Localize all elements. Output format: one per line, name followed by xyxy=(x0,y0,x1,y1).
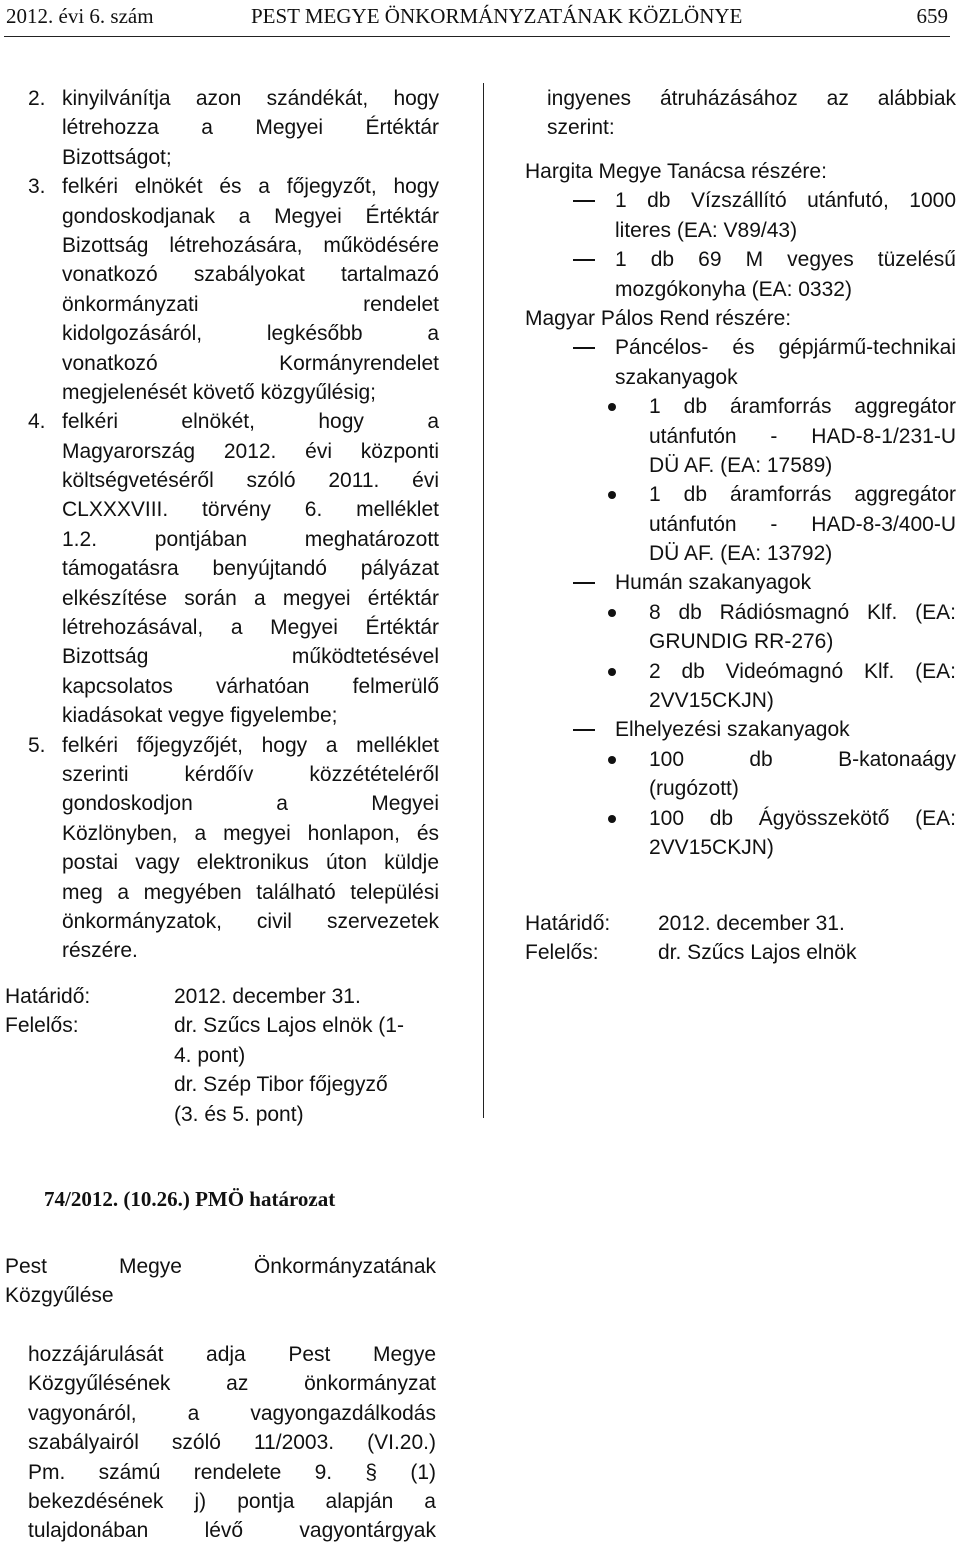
item-line: 1.2. pontjában meghatározott xyxy=(62,527,439,551)
bullet-marker xyxy=(608,756,616,764)
decision-resolution xyxy=(28,1340,436,1546)
bullet-list-item xyxy=(525,657,956,716)
item-line: önkormányzatok, civil szervezetek xyxy=(62,909,439,933)
item-line: Bizottság létrehozására, működésére xyxy=(62,233,439,257)
dash-marker xyxy=(573,729,595,731)
item-line: Páncélos- és gépjármű-technikai xyxy=(615,336,956,360)
item-line: 2VV15CKJN) xyxy=(649,689,774,713)
item-line: postai vagy elektronikus úton küldje xyxy=(62,851,439,875)
item-line: mozgókonyha (EA: 0332) xyxy=(615,277,852,301)
dash-marker xyxy=(573,200,595,202)
item-line: felkéri elnökét, hogy a xyxy=(62,410,439,434)
deadline-label: Határidő: xyxy=(525,912,611,935)
responsible-row xyxy=(5,1100,465,1129)
item-number: 4. xyxy=(28,410,46,434)
deadline-row xyxy=(5,982,465,1011)
item-line: Bizottság működtetésével xyxy=(62,645,439,669)
item-line: felkéri elnökét és a főjegyzőt, hogy xyxy=(62,175,439,199)
deadline-value: 2012. december 31. xyxy=(658,912,845,935)
deadline-value: 2012. december 31. xyxy=(174,985,361,1008)
bullet-list-item xyxy=(525,598,956,657)
item-line: 2VV15CKJN) xyxy=(649,835,774,859)
item-line: CLXXXVIII. törvény 6. melléklet xyxy=(62,498,439,522)
bullet-marker xyxy=(608,815,616,823)
dash-marker xyxy=(573,582,595,584)
bullet-marker xyxy=(608,609,616,617)
bullet-list-item xyxy=(525,745,956,804)
bullet-list-item xyxy=(525,392,956,480)
item-line: (rugózott) xyxy=(649,777,739,801)
item-line: kiadásokat vegye figyelembe; xyxy=(62,704,338,728)
resolution-line: Pm. számú rendelete 9. § (1) xyxy=(28,1460,436,1484)
responsible-label: Felelős: xyxy=(5,1014,79,1038)
item-line: DÜ AF. (EA: 13792) xyxy=(649,542,833,566)
dash-list-item xyxy=(525,715,956,744)
item-line: utánfutón - HAD-8-3/400-U xyxy=(649,512,956,536)
item-line: megjelenését követő közgyűlésig; xyxy=(62,380,377,404)
item-line: literes (EA: V89/43) xyxy=(615,218,798,242)
responsible-row xyxy=(525,938,956,967)
list-item-3 xyxy=(28,172,439,407)
item-line: GRUNDIG RR-276) xyxy=(649,630,834,654)
decision-issuer xyxy=(5,1252,436,1311)
item-line: Közlönyben, a megyei honlapon, és xyxy=(62,821,439,845)
header-rule xyxy=(4,36,950,37)
item-line: utánfutón - HAD-8-1/231-U xyxy=(649,424,956,448)
item-line: létrehozásával, a Megyei Értéktár xyxy=(62,616,439,640)
item-line: vonatkozó szabályokat tartalmazó xyxy=(62,263,439,287)
item-line: kapcsolatos várhatóan felmerülő xyxy=(62,674,439,698)
deadline-label: Határidő: xyxy=(5,985,91,1008)
item-line: 100 db B-katonaágy xyxy=(649,747,956,771)
dash-list-item xyxy=(525,245,956,304)
dash-marker xyxy=(573,347,595,349)
responsible-value: dr. Szűcs Lajos elnök xyxy=(658,941,857,965)
intro-line: szerint: xyxy=(547,116,615,140)
item-line: 1 db áramforrás aggregátor xyxy=(649,395,956,419)
recipient-heading: Hargita Megye Tanácsa részére: xyxy=(525,160,827,183)
item-line: 2 db Videómagnó Klf. (EA: xyxy=(649,659,956,683)
bullet-list-item xyxy=(525,480,956,568)
item-line: költségvetéséről szóló 2011. évi xyxy=(62,469,439,493)
bullet-marker xyxy=(608,403,616,411)
responsible-line: (3. és 5. pont) xyxy=(174,1102,304,1126)
list-item-5 xyxy=(28,731,439,966)
item-line: Elhelyezési szakanyagok xyxy=(615,718,850,742)
right-deadline-block xyxy=(525,909,956,968)
deadline-row xyxy=(525,909,956,938)
bullet-marker xyxy=(608,491,616,499)
responsible-row xyxy=(5,1070,465,1099)
item-line: 100 db Ágyösszekötő (EA: xyxy=(649,806,956,830)
right-intro xyxy=(547,84,956,143)
column-divider xyxy=(483,83,484,1118)
dash-list-item xyxy=(525,186,956,245)
item-line: szakanyagok xyxy=(615,365,738,389)
item-line: gondoskodjanak a Megyei Értéktár xyxy=(62,204,439,228)
publication-title: PEST MEGYE ÖNKORMÁNYZATÁNAK KÖZLÖNYE xyxy=(251,4,743,28)
item-number: 3. xyxy=(28,175,46,199)
issuer-line: Pest Megye Önkormányzatának xyxy=(5,1255,436,1278)
item-line: részére. xyxy=(62,939,138,963)
dash-marker xyxy=(573,259,595,261)
item-line: kinyilvánítja azon szándékát, hogy xyxy=(62,87,439,110)
item-line: 8 db Rádiósmagnó Klf. (EA: xyxy=(649,600,956,624)
responsible-label: Felelős: xyxy=(525,941,599,965)
left-numbered-list xyxy=(28,84,439,966)
item-line: önkormányzati rendelet xyxy=(62,292,439,316)
item-line: 1 db áramforrás aggregátor xyxy=(649,483,956,507)
recipient-heading: Magyar Pálos Rend részére: xyxy=(525,306,792,330)
item-line: kidolgozásáról, legkésőbb a xyxy=(62,322,439,346)
item-line: gondoskodjon a Megyei xyxy=(62,792,439,816)
item-line: 1 db Vízszállító utánfutó, 1000 xyxy=(615,189,956,213)
resolution-line: tulajdonában lévő vagyontárgyak xyxy=(28,1519,436,1543)
item-line: meg a megyében található települési xyxy=(62,880,439,904)
bullet-list-item xyxy=(525,804,956,863)
item-line: felkéri főjegyzőjét, hogy a melléklet xyxy=(62,733,439,757)
item-line: Humán szakanyagok xyxy=(615,571,812,595)
item-line: szerinti kérdőív közzétételéről xyxy=(62,762,439,786)
resolution-line: szabályairól szóló 11/2003. (VI.20.) xyxy=(28,1431,436,1455)
item-number: 5. xyxy=(28,733,46,757)
responsible-line: dr. Szűcs Lajos elnök (1- xyxy=(174,1014,404,1038)
list-item-4 xyxy=(28,407,439,730)
item-line: támogatásra benyújtandó pályázat xyxy=(62,557,439,581)
resolution-line: Közgyűlésének az önkormányzat xyxy=(28,1372,436,1396)
item-line: DÜ AF. (EA: 17589) xyxy=(649,453,833,477)
left-deadline-block xyxy=(5,982,465,1129)
item-line: Bizottságot; xyxy=(62,145,172,169)
item-line: vonatkozó Kormányrendelet xyxy=(62,351,439,375)
resolution-line: vagyonáról, a vagyongazdálkodás xyxy=(28,1401,436,1425)
dash-list-item xyxy=(525,333,956,392)
item-line: elkészítése során a megyei értéktár xyxy=(62,586,439,610)
item-line: 1 db 69 M vegyes tüzelésű xyxy=(615,248,956,272)
responsible-row xyxy=(5,1011,465,1040)
responsible-line: 4. pont) xyxy=(174,1043,246,1067)
item-line: Magyarország 2012. évi központi xyxy=(62,439,439,463)
dash-list-item xyxy=(525,568,956,597)
page-number: 659 xyxy=(916,4,948,28)
item-number: 2. xyxy=(28,87,46,110)
item-line: létrehozza a Megyei Értéktár xyxy=(62,116,439,140)
resolution-line: bekezdésének j) pontja alapján a xyxy=(28,1489,436,1513)
bullet-marker xyxy=(608,668,616,676)
page-header xyxy=(6,4,948,34)
intro-line: ingyenes átruházásához az alábbiak xyxy=(547,87,956,110)
asset-list xyxy=(525,157,956,862)
responsible-row xyxy=(5,1041,465,1070)
decision-title: 74/2012. (10.26.) PMÖ határozat xyxy=(44,1187,336,1211)
issuer-line: Közgyűlése xyxy=(5,1284,114,1308)
list-item-2 xyxy=(28,84,439,172)
resolution-line: hozzájárulását adja Pest Megye xyxy=(28,1343,436,1366)
responsible-line: dr. Szép Tibor főjegyző xyxy=(174,1073,388,1097)
issue-number: 2012. évi 6. szám xyxy=(6,4,154,28)
